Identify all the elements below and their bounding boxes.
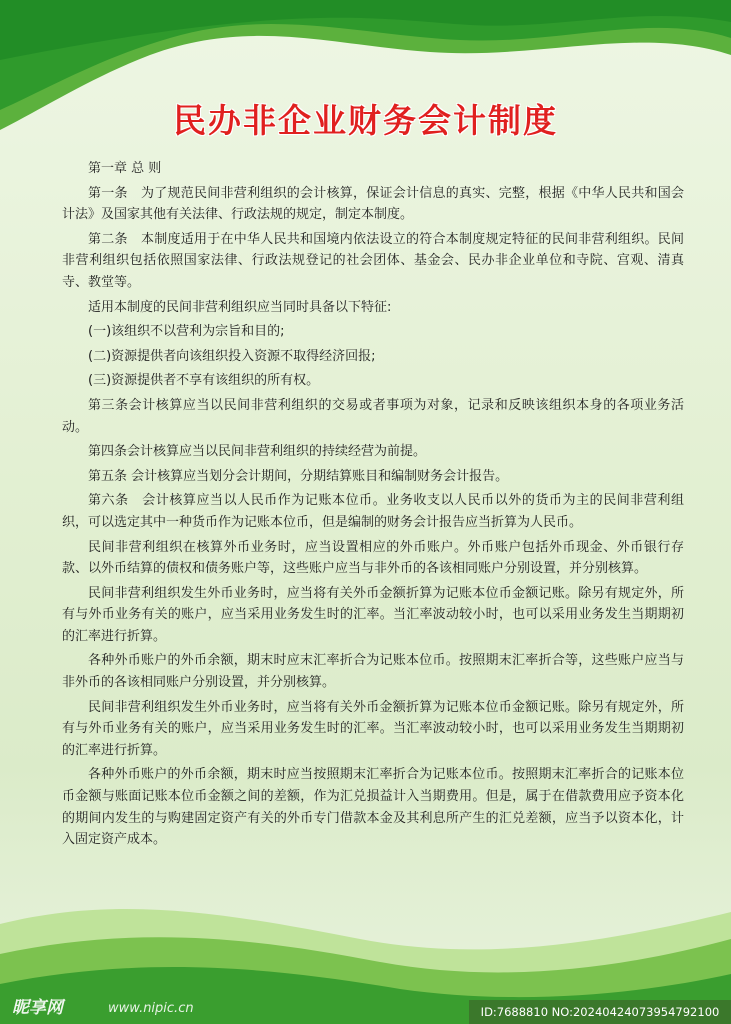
paragraph: 第五条 会计核算应当划分会计期间，分期结算账目和编制财务会计报告。 <box>88 468 509 484</box>
paragraph: (二)资源提供者向该组织投入资源不取得经济回报; <box>88 348 376 364</box>
paragraph: 第六条 会计核算应当以人民币作为记账本位币。业务收支以人民币以外的货币为主的民间非营利组织，可以选定其中一种货币作为记账本位币，但是编制的财务会计报告应当折算为人民币。 <box>62 493 684 530</box>
poster-title: 民办非企业财务会计制度 <box>173 101 558 140</box>
paragraph: 民间非营利组织发生外币业务时，应当将有关外币金额折算为记账本位币金额记账。除另有规定外，所有与外币业务有关的账户，应当采用业务发生时的汇率。当汇率波动较小时，也可以采用业务发生当期期初的汇率进行折算。 <box>62 699 684 758</box>
paragraph: 各种外币账户的外币余额，期末时应末汇率折合为记账本位币。按照期末汇率折合等，这些账户应当与非外币的各该相同账户分别设置，并分别核算。 <box>62 653 684 691</box>
paragraph: 适用本制度的民间非营利组织应当同时具备以下特征: <box>88 299 392 315</box>
paragraph: 民间非营利组织发生外币业务时，应当将有关外币金额折算为记账本位币金额记账。除另有规定外，所有与外币业务有关的账户，应当采用业务发生时的汇率。当汇率波动较小时，也可以采用业务发生当期期初的汇率进行折算。 <box>62 585 684 644</box>
chapter-heading: 第一章 总 则 <box>88 161 162 176</box>
image-id-bar: ID:7688810 NO:20240424073954792100 <box>469 1000 731 1024</box>
paragraph: (三)资源提供者不享有该组织的所有权。 <box>88 373 320 389</box>
watermark-logo: 昵享网 <box>12 998 63 1018</box>
paragraph: 第二条 本制度适用于在中华人民共和国境内依法设立的符合本制度规定特征的民间非营利组织。民间非营利组织包括依照国家法律、行政法规登记的社会团体、基金会、民办非企业单位和寺院、宫观、清真寺、教堂等。 <box>62 231 684 290</box>
paragraph: 第四条会计核算应当以民间非营利组织的持续经营为前提。 <box>88 444 427 460</box>
watermark-url: www.nipic.cn <box>108 1001 194 1016</box>
regulation-text <box>62 158 684 854</box>
paragraph: 民间非营利组织在核算外币业务时，应当设置相应的外币账户。外币账户包括外币现金、外币银行存款、以外币结算的债权和债务账户等，这些账户应当与非外币的各该相同账户分别设置，并分别核算。 <box>62 539 684 577</box>
paragraph: (一)该组织不以营利为宗旨和目的; <box>88 324 285 340</box>
paragraph: 第一条 为了规范民间非营利组织的会计核算，保证会计信息的真实、完整，根据《中华人民共和国会计法》及国家其他有关法律、行政法规的规定，制定本制度。 <box>62 185 684 223</box>
paragraph: 各种外币账户的外币余额，期末时应当按照期末汇率折合为记账本位币。按照期末汇率折合的记账本位币金额与账面记账本位币金额之间的差额，作为汇兑损益计入当期费用。但是，属于在借款费用应予资本化的期间内发生的与购建固定资产有关的外币专门借款本金及其利息所产生的汇兑差额，应当予以资本化，计入固定资产成本。 <box>62 767 684 848</box>
paragraph: 第三条会计核算应当以民间非营利组织的交易或者事项为对象，记录和反映该组织本身的各项业务活动。 <box>62 397 684 435</box>
